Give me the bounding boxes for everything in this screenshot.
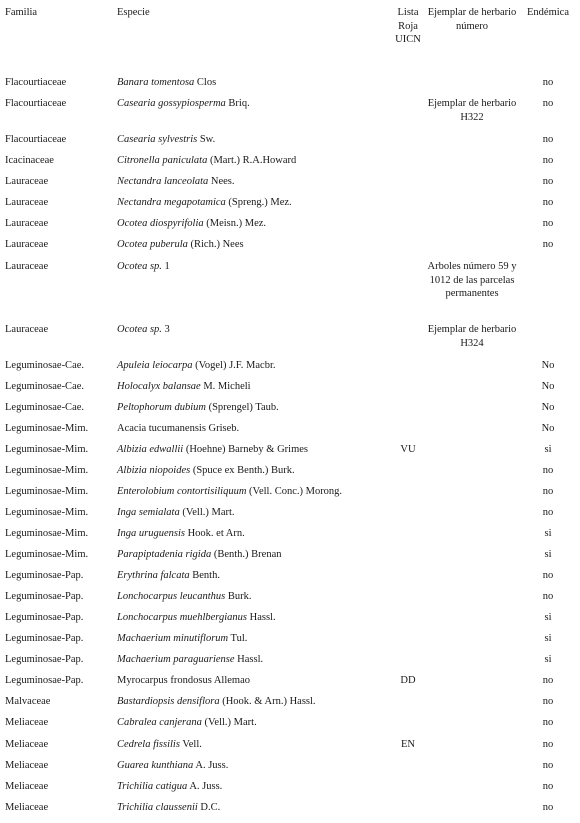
cell-familia: Lauraceae [5,239,49,250]
species-name: Erythrina falcata [117,570,190,581]
cell-familia: Lauraceae [5,218,49,229]
cell-especie [117,632,247,646]
cell-especie [117,260,170,274]
cell-familia: Lauraceae [5,324,49,335]
cell-familia: Meliaceae [5,717,49,728]
cell-familia: Lauraceae [5,176,49,187]
cell-especie [117,97,250,111]
cell-familia: Meliaceae [5,760,49,771]
cell-familia: Flacourtiaceae [5,77,67,88]
cell-endemica: si [544,654,552,665]
species-name: Lonchocarpus muehlbergianus [117,612,247,623]
species-author: (Benth.) Brenan [211,549,282,560]
cell-familia: Leguminosae-Mim. [5,444,89,455]
species-author: (Vell. Conc.) Morong. [246,486,343,497]
cell-familia: Leguminosae-Cae. [5,402,85,413]
cell-ejemplar: Arboles número 59 y 1012 de las parcelas permanentes [427,261,517,299]
cell-endemica: no [542,507,554,518]
species-author: (Vell.) Mart. [201,717,257,728]
cell-especie [117,738,202,752]
cell-endemica: no [542,197,554,208]
cell-especie [117,380,251,394]
cell-especie [117,76,216,90]
cell-endemica: si [544,549,552,560]
species-name: Ocotea sp. [117,261,162,272]
species-name: Ocotea diospyrifolia [117,218,204,229]
species-author: Nees. [208,176,235,187]
cell-especie [117,154,296,168]
cell-especie [117,716,257,730]
cell-especie [117,548,282,562]
cell-familia: Leguminosae-Mim. [5,465,89,476]
cell-endemica: si [544,444,552,455]
cell-especie [117,695,316,709]
cell-especie [117,422,239,436]
cell-familia: Leguminosae-Cae. [5,381,85,392]
cell-familia: Leguminosae-Cae. [5,360,85,371]
cell-endemica: no [542,696,554,707]
species-author: (Meisn.) Mez. [203,218,267,229]
cell-endemica: no [542,675,554,686]
cell-familia: Leguminosae-Pap. [5,654,84,665]
cell-endemica: si [544,612,552,623]
species-name: Guarea kunthiana [117,760,194,771]
header-familia: Familia [5,7,38,18]
header-endemica: Endémica [527,7,569,18]
cell-endemica: no [542,570,554,581]
cell-endemica: no [542,98,554,109]
species-name: Lonchocarpus leucanthus [117,591,226,602]
species-name: Inga semialata [117,507,180,518]
cell-especie [117,653,263,667]
species-author: 3 [161,324,170,335]
species-author: Burk. [225,591,252,602]
species-author: (Sprengel) Taub. [205,402,279,413]
cell-endemica: no [542,134,554,145]
cell-endemica: no [542,781,554,792]
species-name: Banara tomentosa [117,77,195,88]
species-name: Acacia tucumanensis Griseb. [117,423,240,434]
species-author: Tul. [228,633,248,644]
species-name: Albizia niopoides [117,465,191,476]
cell-endemica: no [542,739,554,750]
cell-familia: Leguminosae-Mim. [5,423,89,434]
cell-endemica: no [542,802,554,813]
cell-especie [117,780,222,794]
cell-endemica: no [542,77,554,88]
cell-endemica: no [542,760,554,771]
cell-familia: Lauraceae [5,197,49,208]
cell-endemica: si [544,633,552,644]
species-author: Vell. [179,739,202,750]
species-author: (Vogel) J.F. Macbr. [192,360,276,371]
cell-endemica: No [541,360,555,371]
cell-endemica: no [542,218,554,229]
species-name: Nectandra lanceolata [117,176,209,187]
cell-endemica: no [542,591,554,602]
species-author: (Spuce ex Benth.) Burk. [190,465,295,476]
cell-especie [117,569,220,583]
cell-endemica: no [542,717,554,728]
species-name: Bastardiopsis densiflora [117,696,220,707]
cell-familia: Leguminosae-Pap. [5,612,84,623]
cell-familia: Icacinaceae [5,155,54,166]
cell-ejemplar: Ejemplar de herbario H322 [427,98,517,123]
cell-especie [117,674,250,688]
species-author: Hassl. [246,612,276,623]
cell-especie [117,506,235,520]
cell-familia: Leguminosae-Mim. [5,528,89,539]
species-author: A. Juss. [187,781,223,792]
species-author: Briq. [225,98,250,109]
species-name: Ocotea puberula [117,239,188,250]
cell-endemica: no [542,155,554,166]
cell-familia: Meliaceae [5,739,49,750]
species-name: Trichilia catigua [117,781,188,792]
cell-endemica: no [542,465,554,476]
species-name: Casearia sylvestris [117,134,198,145]
cell-especie [117,217,266,231]
species-author: (Vell.) Mart. [179,507,235,518]
species-author: 1 [161,261,170,272]
species-author: Sw. [197,134,216,145]
cell-especie [117,401,279,415]
species-name: Machaerium minutiflorum [117,633,229,644]
species-name: Machaerium paraguariense [117,654,235,665]
species-author: (Hook. & Arn.) Hassl. [219,696,316,707]
cell-especie [117,527,245,541]
cell-familia: Flacourtiaceae [5,98,67,109]
cell-endemica: no [542,486,554,497]
header-lista-roja: Lista Roja UICN [395,7,421,45]
cell-especie [117,759,228,773]
species-author: M. Micheli [200,381,251,392]
cell-familia: Leguminosae-Pap. [5,570,84,581]
species-name: Peltophorum dubium [117,402,206,413]
cell-ejemplar: Ejemplar de herbario H324 [427,324,517,349]
cell-familia: Leguminosae-Mim. [5,507,89,518]
cell-familia: Malvaceae [5,696,51,707]
species-author: Benth. [189,570,220,581]
cell-especie [117,323,170,337]
cell-familia: Lauraceae [5,261,49,272]
cell-endemica: No [541,402,555,413]
species-author: (Mart.) R.A.Howard [207,155,297,166]
cell-lista-roja: EN [401,739,415,750]
species-name: Holocalyx balansae [117,381,201,392]
species-name: Cabralea canjerana [117,717,202,728]
header-especie: Especie [117,7,150,18]
cell-endemica: No [541,423,555,434]
cell-familia: Leguminosae-Pap. [5,591,84,602]
species-name: Enterolobium contortisiliquum [117,486,247,497]
cell-especie [117,443,308,457]
cell-lista-roja: VU [400,444,416,455]
species-name: Ocotea sp. [117,324,162,335]
species-name: Apuleia leiocarpa [117,360,193,371]
cell-especie [117,485,342,499]
species-name: Albizia edwallii [117,444,184,455]
species-name: Myrocarpus frondosus Allemao [117,675,250,686]
cell-endemica: no [542,176,554,187]
cell-familia: Leguminosae-Pap. [5,633,84,644]
cell-especie [117,611,276,625]
cell-familia: Leguminosae-Pap. [5,675,84,686]
species-author: (Rich.) Nees [187,239,244,250]
cell-especie [117,175,235,189]
header-ejemplar: Ejemplar de herbario número [427,7,517,32]
species-name: Nectandra megapotamica [117,197,226,208]
species-name: Cedrela fissilis [117,739,180,750]
cell-familia: Leguminosae-Mim. [5,486,89,497]
cell-endemica: si [544,528,552,539]
species-name: Casearia gossypiosperma [117,98,226,109]
species-author: D.C. [197,802,221,813]
species-author: Clos [194,77,217,88]
cell-familia: Leguminosae-Mim. [5,549,89,560]
cell-familia: Meliaceae [5,802,49,813]
cell-endemica: No [541,381,555,392]
species-author: (Hoehne) Barneby & Grimes [183,444,309,455]
cell-familia: Meliaceae [5,781,49,792]
species-author: A. Juss. [193,760,229,771]
cell-especie [117,590,251,604]
cell-especie [117,801,220,815]
species-author: Hassl. [234,654,264,665]
species-author: (Spreng.) Mez. [225,197,292,208]
cell-especie [117,133,215,147]
species-name: Citronella paniculata [117,155,208,166]
cell-especie [117,359,276,373]
species-name: Parapiptadenia rigida [117,549,212,560]
cell-endemica: no [542,239,554,250]
cell-familia: Flacourtiaceae [5,134,67,145]
species-name: Trichilia claussenii [117,802,198,813]
species-author: Hook. et Arn. [184,528,245,539]
species-name: Inga uruguensis [117,528,185,539]
cell-especie [117,196,292,210]
cell-especie [117,464,295,478]
cell-lista-roja: DD [400,675,416,686]
cell-especie [117,238,244,252]
